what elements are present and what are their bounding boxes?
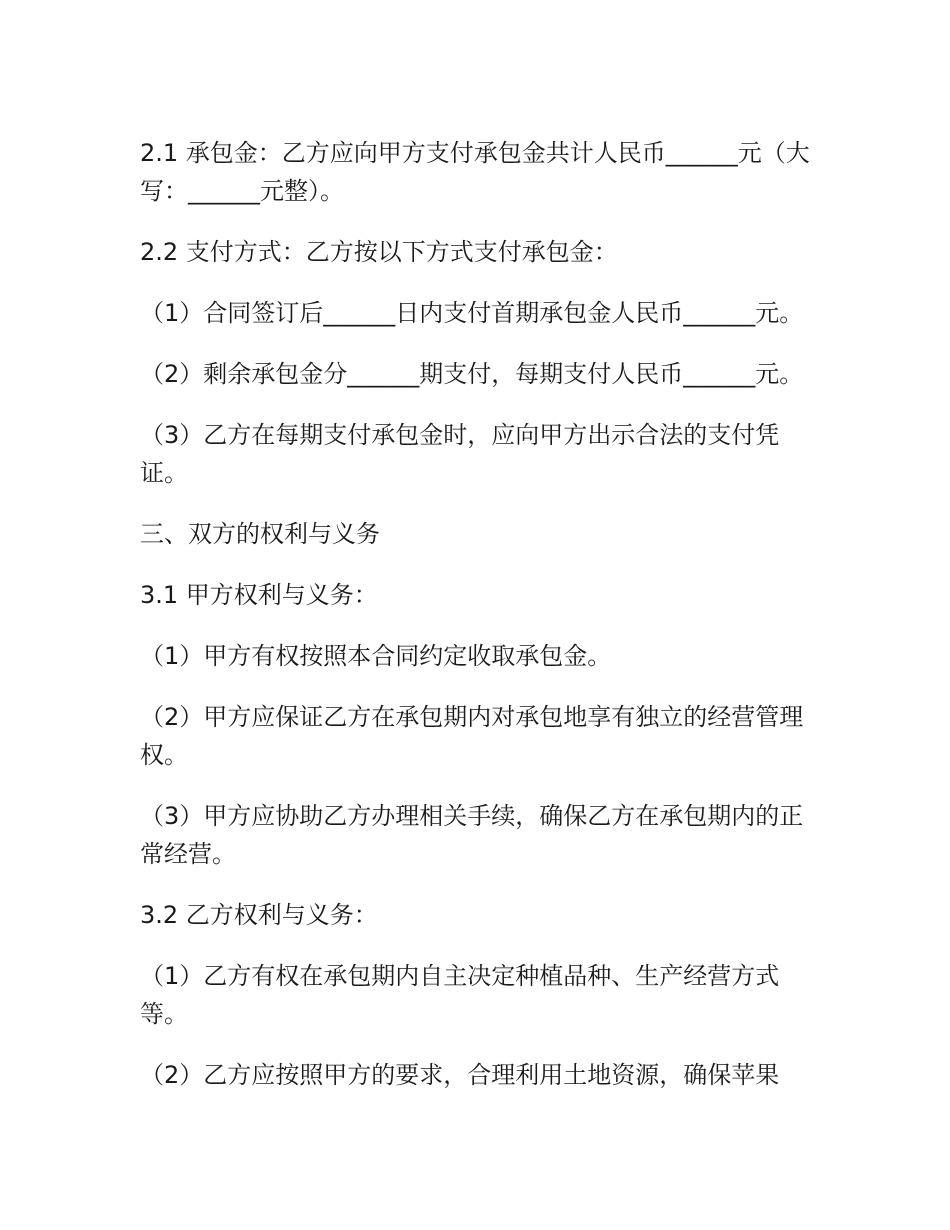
- clause-3-1-item-1: （1）甲方有权按照本合同约定收取承包金。: [140, 642, 612, 670]
- clause-2-2-item-1: （1）合同签订后______日内支付首期承包金人民币______元。: [140, 299, 804, 327]
- clause-2-2-item-2: （2）剩余承包金分______期支付，每期支付人民币______元。: [140, 360, 804, 388]
- clause-3-1-item-2: （2）甲方应保证乙方在承包期内对承包地享有独立的经营管理权。: [140, 703, 804, 769]
- clause-3-1-party-a: 3.1 甲方权利与义务：: [140, 581, 378, 609]
- section-3-heading: 三、双方的权利与义务: [140, 520, 380, 548]
- clause-3-2-party-b: 3.2 乙方权利与义务：: [140, 901, 378, 929]
- clause-3-2-item-1: （1）乙方有权在承包期内自主决定种植品种、生产经营方式等。: [140, 962, 780, 1028]
- clause-2-1-contract-fee: 2.1 承包金：乙方应向甲方支付承包金共计人民币______元（大写：______元整）。: [140, 139, 810, 205]
- clause-2-2-payment-method: 2.2 支付方式：乙方按以下方式支付承包金：: [140, 238, 618, 266]
- document-body: [140, 134, 820, 1117]
- clause-3-1-item-3: （3）甲方应协助乙方办理相关手续，确保乙方在承包期内的正常经营。: [140, 802, 804, 868]
- clause-2-2-item-3: （3）乙方在每期支付承包金时，应向甲方出示合法的支付凭证。: [140, 421, 780, 487]
- clause-3-2-item-2: （2）乙方应按照甲方的要求，合理利用土地资源，确保苹果: [140, 1061, 780, 1089]
